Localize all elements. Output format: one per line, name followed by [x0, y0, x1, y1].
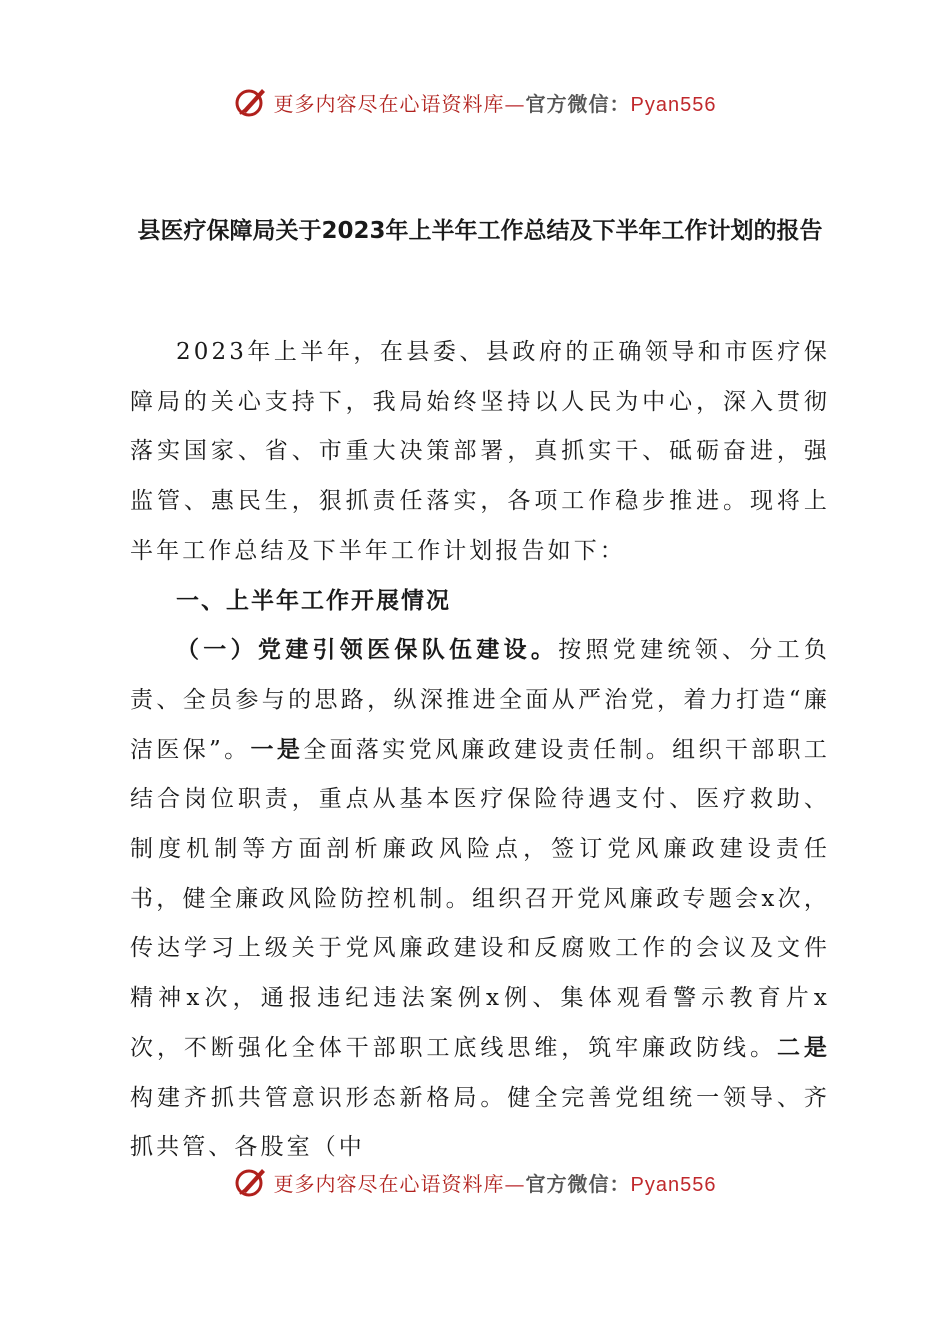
- quill-logo-icon: [234, 85, 268, 119]
- subsection-heading: （一）党建引领医保队伍建设。: [176, 637, 559, 664]
- subsection-paragraph: [130, 626, 830, 1173]
- intro-paragraph: 2023年上半年，在县委、县政府的正确领导和市医疗保障局的关心支持下，我局始终坚持以人民为中心，深入贯彻落实国家、省、市重大决策部署，真抓实干、砥砺奋进，强监管、惠民生，狠抓责任落实，各项工作稳步推进。现将上半年工作总结及下半年工作计划报告如下：: [130, 339, 830, 564]
- document-title: 县医疗保障局关于2023年上半年工作总结及下半年工作计划的报告: [137, 218, 823, 244]
- footer-banner: [0, 1162, 950, 1202]
- subsection-intro-text: 按照党建统领、分工负责、全员参与的思路，纵深推进全面从严治党，着力打造“廉洁医保”。: [130, 637, 831, 763]
- section-heading: 一、上半年工作开展情况: [176, 587, 451, 614]
- banner-wechat-label: 官方微信：: [525, 1171, 631, 1196]
- item1-label: 一是: [250, 736, 304, 763]
- banner-library-text: 更多内容尽在心语资料库: [273, 1171, 505, 1196]
- banner-library-text: 更多内容尽在心语资料库: [273, 91, 505, 116]
- header-banner: [0, 82, 950, 122]
- header-banner-text: [274, 88, 717, 117]
- quill-logo-icon: [234, 1165, 268, 1199]
- item2-label: 二是: [776, 1034, 830, 1061]
- footer-banner-text: [274, 1168, 717, 1197]
- item1-text: 全面落实党风廉政建设责任制。组织干部职工结合岗位职责，重点从基本医疗保险待遇支付、医疗救助、制度机制等方面剖析廉政风险点，签订党风廉政建设责任书，健全廉政风险防控机制。组织召开党风廉政专题会x次，传达学习上级关于党风廉政建设和反腐败工作的会议及文件精神x次，通报违纪违法案例x例、集体观看警示教育片x次，不断强化全体干部职工底线思维，筑牢廉政防线。: [130, 736, 830, 1061]
- banner-dash: —: [504, 1171, 526, 1196]
- document-body: [130, 328, 830, 1173]
- item2-text: 构建齐抓共管意识形态新格局。健全完善党组统一领导、齐抓共管、各股室（中: [130, 1084, 830, 1161]
- banner-wechat-label: 官方微信：: [525, 91, 631, 116]
- banner-wechat-id: Pyan556: [630, 1173, 717, 1196]
- banner-dash: —: [504, 91, 526, 116]
- banner-wechat-id: Pyan556: [630, 93, 717, 116]
